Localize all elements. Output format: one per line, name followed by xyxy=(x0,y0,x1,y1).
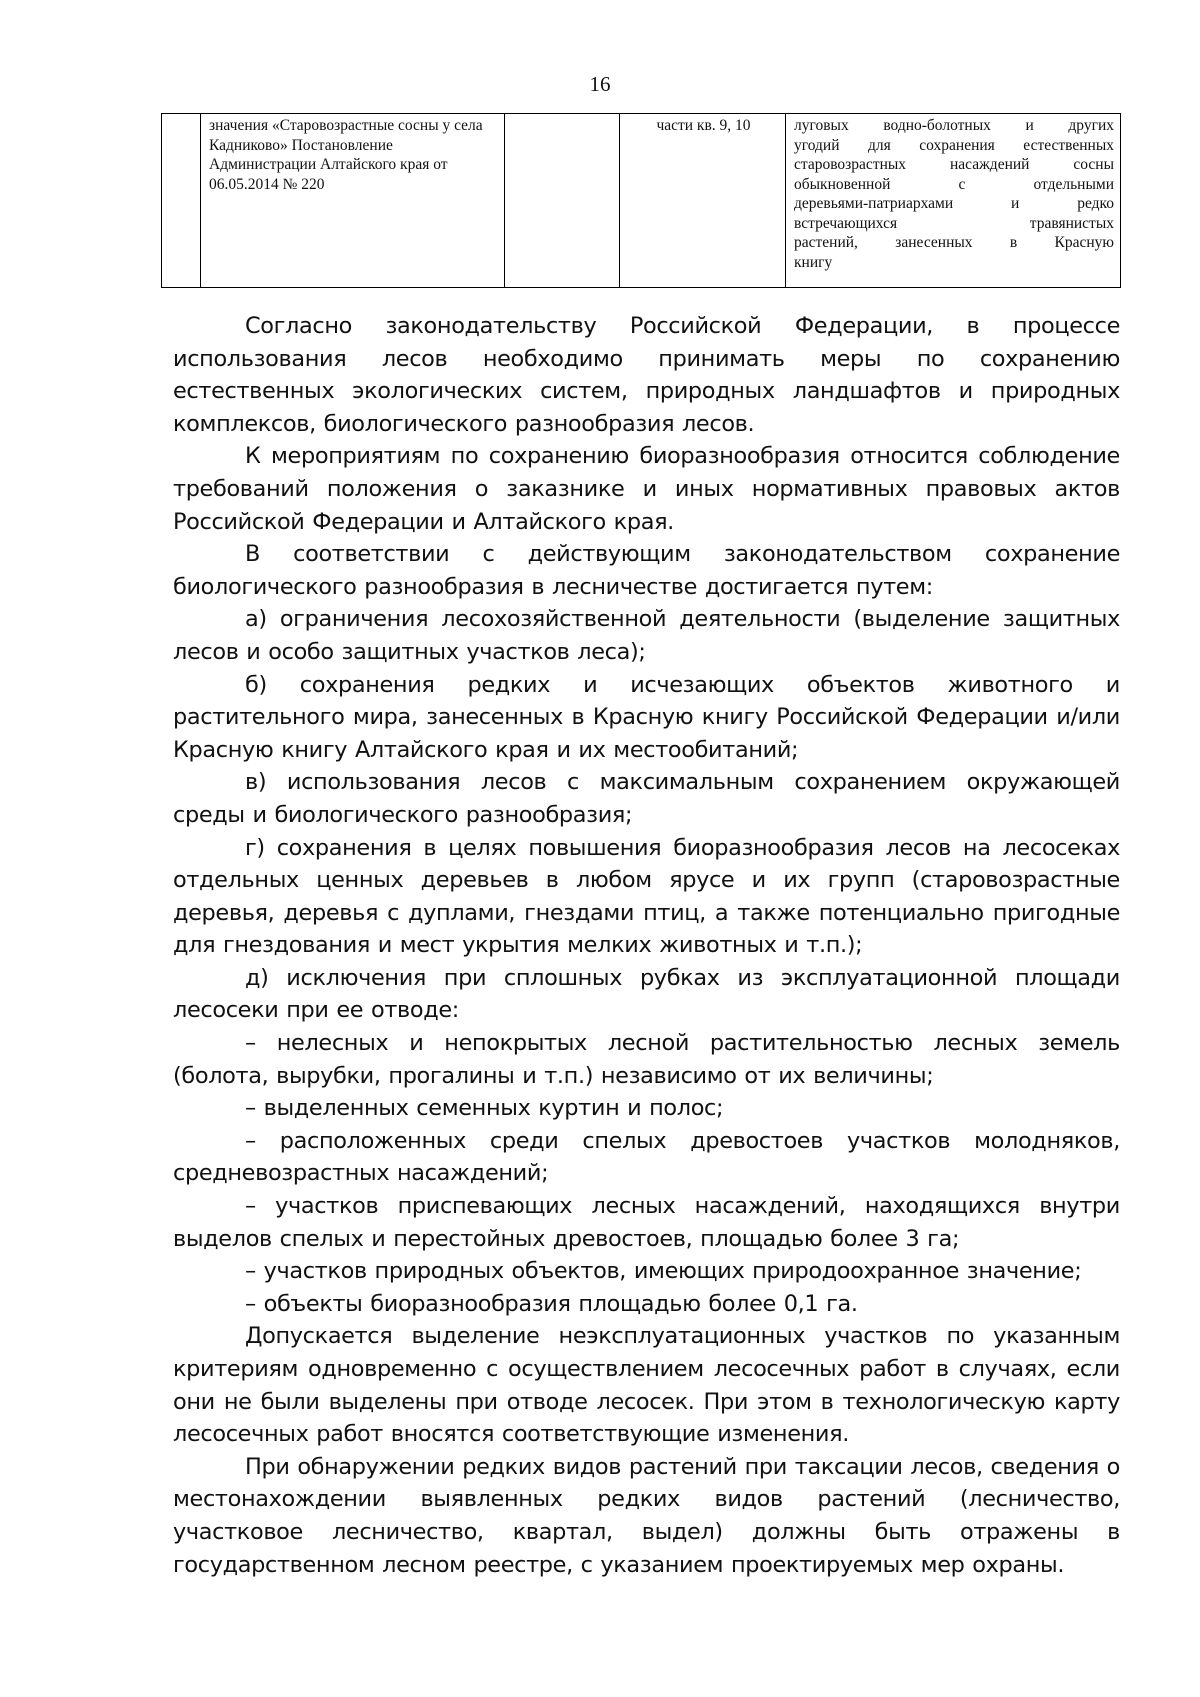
table-row xyxy=(162,114,1121,288)
purpose-line: встречающихся травянистых xyxy=(794,214,1114,232)
paragraph: При обнаружении редких видов растений при таксации лесов, сведения о местонахождении выявленных редких видов растений (лесничество, участковое лесничество, квартал, выдел) должны быть отражены в государственном лесном реестре, с указанием проектируемых мер охраны. xyxy=(173,1453,1120,1578)
continued-table xyxy=(161,113,1121,288)
body-text xyxy=(173,310,1120,1581)
dash-item: – объекты биоразнообразия площадью более 0,1 га. xyxy=(245,1290,858,1317)
purpose-line: луговых водно-болотных и других xyxy=(794,117,1114,134)
list-item: а) ограничения лесохозяйственной деятельности (выделение защитных лесов и особо защитных участков леса); xyxy=(173,606,1120,665)
list-item: г) сохранения в целях повышения биоразнообразия лесов на лесосеках отдельных ценных деревьев в любом ярусе и их групп (старовозрастные деревья, деревья с дуплами, гнездами птиц, а также потенциально пригодные для гнездования и мест укрытия мелких животных и т.п.); xyxy=(173,834,1120,959)
list-item: д) исключения при сплошных рубках из эксплуатационной площади лесосеки при ее отводе: xyxy=(173,964,1120,1024)
purpose-line: обыкновенной с отдельными xyxy=(794,175,1114,193)
dash-item: – расположенных среди спелых древостоев участков молодняков, средневозрастных насаждений; xyxy=(173,1127,1120,1187)
paragraph: В соответствии с действующим законодательством сохранение биологического разнообразия в лесничестве достигается путем: xyxy=(173,541,1120,600)
list-item: б) сохранения редких и исчезающих объектов животного и растительного мира, занесенных в Красную книгу Российской Федерации и/или Красную книгу Алтайского края и их местообитаний; xyxy=(173,671,1120,763)
purpose-line: растений, занесенных в Красную xyxy=(794,234,1114,251)
dash-item: – участков природных объектов, имеющих природоохранное значение; xyxy=(245,1258,1082,1285)
dash-item: – участков приспевающих лесных насаждений, находящихся внутри выделов спелых и перестойных древостоев, площадью более 3 га; xyxy=(173,1193,1120,1252)
purpose-line: старовозрастных насаждений сосны xyxy=(794,156,1114,173)
dash-item: – нелесных и непокрытых лесной растительностью лесных земель (болота, вырубки, прогалины и т.п.) независимо от их величины; xyxy=(173,1030,1120,1089)
dash-item: – выделенных семенных куртин и полос; xyxy=(245,1095,724,1122)
purpose-line: деревьями-патриархами и редко xyxy=(794,195,1114,212)
purpose-line: книгу xyxy=(794,253,833,271)
table-cell-name: значения «Старовозрастные сосны у села Кадниково» Постановление Администрации Алтайского края от 06.05.2014 № 220 xyxy=(201,114,505,288)
table-cell-number xyxy=(162,114,201,288)
list-item: в) использования лесов с максимальным сохранением окружающей среды и биологического разнообразия; xyxy=(173,769,1120,828)
purpose-line: угодий для сохранения естественных xyxy=(794,136,1114,154)
page-number: 16 xyxy=(589,72,611,96)
table-cell-purpose xyxy=(786,114,1121,288)
table-cell-area xyxy=(505,114,620,288)
paragraph: К мероприятиям по сохранению биоразнообразия относится соблюдение требований положения о заказнике и иных нормативных правовых актов Российской Федерации и Алтайского края. xyxy=(173,443,1120,535)
paragraph: Согласно законодательству Российской Федерации, в процессе использования лесов необходимо принимать меры по сохранению естественных экологических систем, природных ландшафтов и природных комплексов, биологического разнообразия лесов. xyxy=(173,313,1120,437)
table-cell-location: части кв. 9, 10 xyxy=(620,114,786,288)
paragraph: Допускается выделение неэксплуатационных участков по указанным критериям одновременно с осуществлением лесосечных работ в случаях, если они не были выделены при отводе лесосек. При этом в технологическую карту лесосечных работ вносятся соответствующие изменения. xyxy=(173,1323,1120,1448)
